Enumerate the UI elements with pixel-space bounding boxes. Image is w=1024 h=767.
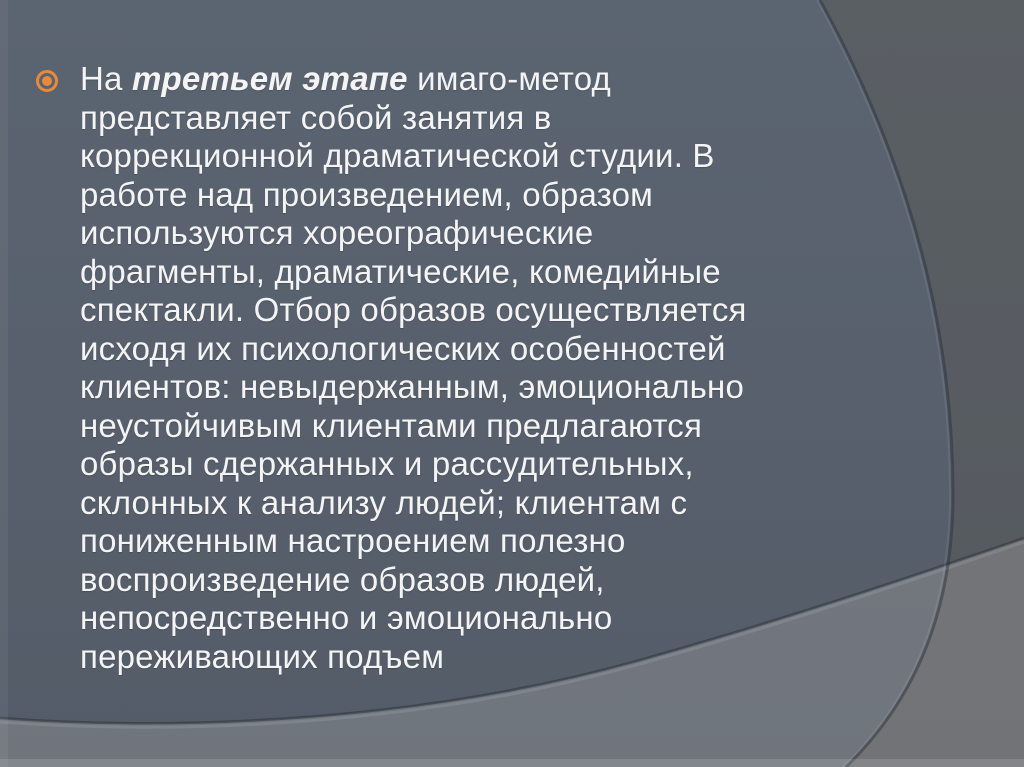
text-line: пониженным настроением полезно: [80, 522, 626, 559]
text-line: склонных к анализу людей; клиентам с: [80, 483, 688, 521]
text-line: неустойчивым клиентами предлагаются: [80, 406, 703, 444]
text-line: коррекционной драматической студии. В: [80, 137, 715, 174]
text-line: фрагменты, драматические, комедийные: [80, 252, 721, 290]
bottom-frame-strip: [0, 759, 1024, 767]
text-line: исходя их психологических особенностей: [80, 329, 726, 367]
line1-emphasis: третьем этапе: [131, 60, 408, 97]
radio-bullet-icon: [36, 70, 58, 92]
text-line: спектакли. Отбор образов осуществляется: [80, 291, 747, 328]
text-line: непосредственно и эмоционально: [80, 599, 613, 636]
left-frame-strip: [0, 0, 8, 767]
text-line-first: [80, 60, 747, 99]
text-line: образы сдержанных и рассудительных,: [80, 445, 694, 482]
text-line: воспроизведение образов людей,: [80, 560, 605, 598]
line1-suffix: имаго-метод: [407, 60, 611, 97]
text-line: используются хореографические: [80, 214, 594, 251]
line1-prefix: На: [80, 60, 132, 97]
text-line: представляет собой занятия в: [80, 98, 552, 136]
text-lines-container: [80, 99, 747, 677]
text-line: работе над произведением, образом: [80, 175, 654, 213]
text-line: клиентов: невыдержанным, эмоционально: [80, 368, 745, 405]
text-line: переживающих подъем: [80, 637, 445, 675]
slide-body-text: [80, 60, 747, 676]
